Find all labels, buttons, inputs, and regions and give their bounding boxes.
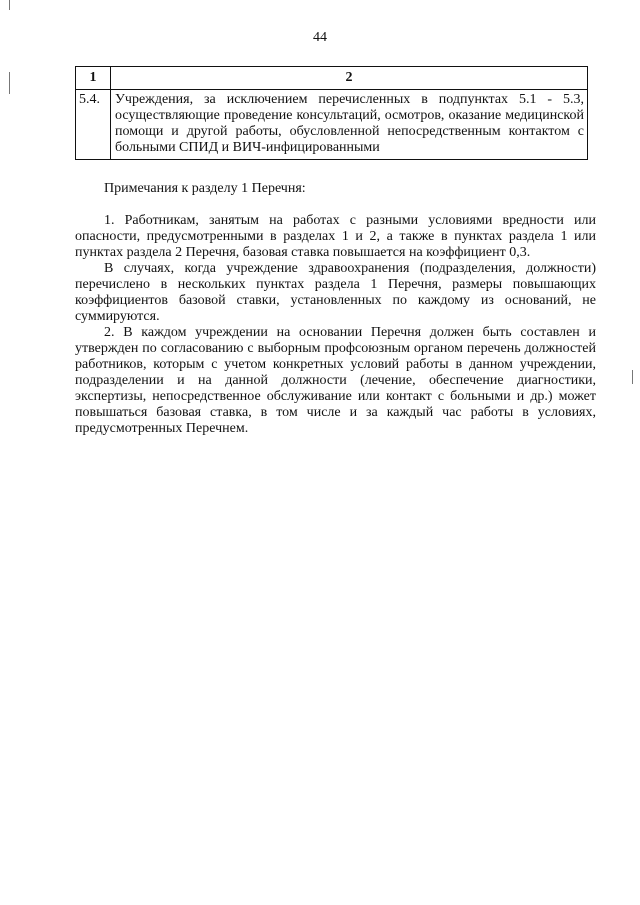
note-paragraph: В случаях, когда учреждение здравоохранения (подразделения, должности) перечислено в нескольких пунктах раздела 1 Перечня, размеры повышающих коэффициентов базовой ставки, установленных по каждому из оснований, не суммируются. bbox=[75, 261, 596, 324]
scan-mark-right bbox=[632, 370, 633, 384]
table-header-row bbox=[76, 67, 588, 90]
scan-mark-left bbox=[9, 72, 10, 94]
table-header-cell: 2 bbox=[111, 67, 588, 90]
table-row bbox=[76, 90, 588, 160]
note-paragraph: 2. В каждом учреждении на основании Перечня должен быть составлен и утвержден по согласованию с выборным профсоюзным органом перечень должностей работников, которым с учетом конкретных условий работы в данном учреждении, подразделении и на данной должности (лечение, обеспечение диагностики, экспертизы, непосредственное обслуживание или контакт с больными и др.) может повышаться базовая ставка, в том числе и за каждый час работы в условиях, предусмотренных Перечнем. bbox=[75, 325, 596, 436]
notes-body bbox=[75, 213, 596, 437]
page-number: 44 bbox=[313, 30, 327, 45]
note-paragraph: 1. Работникам, занятым на работах с разными условиями вредности или опасности, предусмотренными в разделах 1 и 2, а также в пунктах раздела 1 или пунктах раздела 2 Перечня, базовая ставка повышается на коэффициент 0,3. bbox=[75, 213, 596, 260]
row-number: 5.4. bbox=[76, 90, 111, 160]
notes-heading: Примечания к разделу 1 Перечня: bbox=[104, 181, 306, 196]
scan-mark-top bbox=[9, 0, 10, 10]
row-text: Учреждения, за исключением перечисленных в подпунктах 5.1 - 5.3, осуществляющие проведение консультаций, осмотров, оказание медицинской помощи и другой работы, обусловленной непосредственным контактом с больными СПИД и ВИЧ-инфицированными bbox=[111, 90, 588, 160]
content-table bbox=[75, 66, 588, 160]
table-header-cell: 1 bbox=[76, 67, 111, 90]
